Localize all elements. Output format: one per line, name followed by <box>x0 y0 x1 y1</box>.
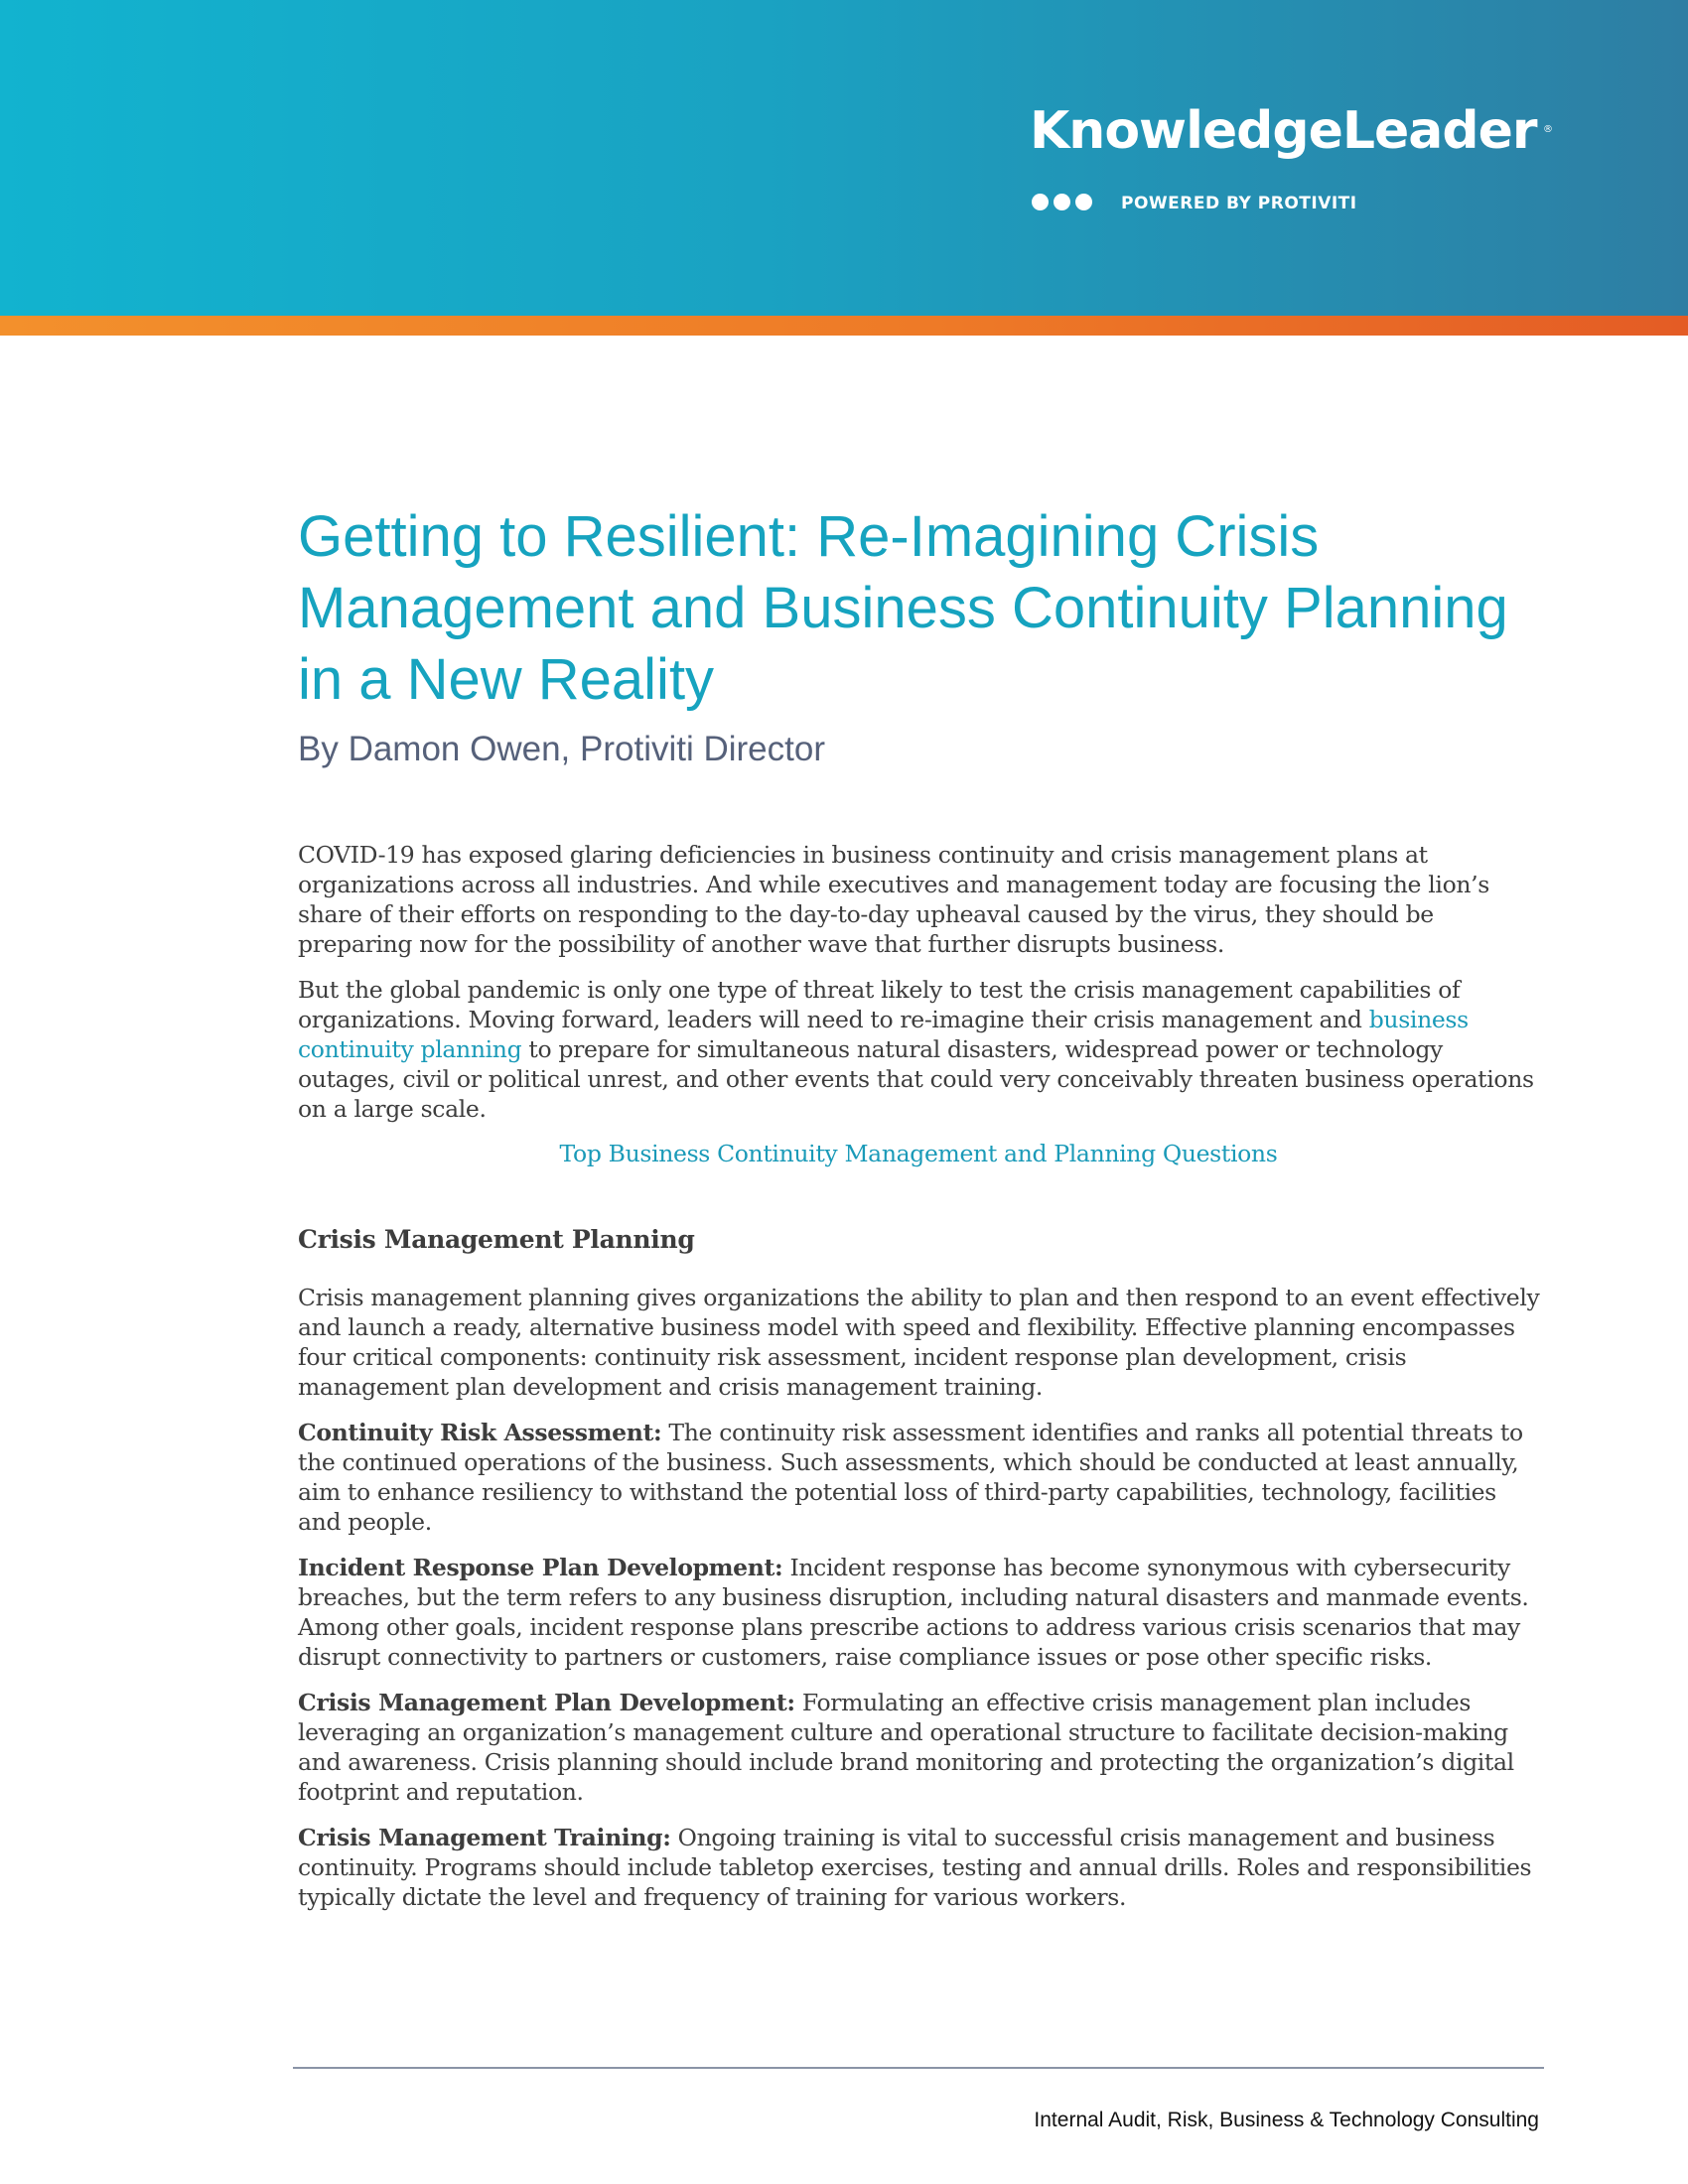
crisis-planning-section <box>298 1283 1544 1912</box>
related-article-link[interactable]: Top Business Continuity Management and Planning Questions <box>559 1140 1278 1167</box>
component-text: The continuity risk assessment identifies and ranks all potential threats to the continued operations of the business. Such assessments, which should be conducted at least annually, aim to enhance resiliency to withstand the potential loss of third-party capabilities, technology, facilities and people. <box>298 1419 1523 1536</box>
intro-section <box>298 840 1544 1124</box>
footer-tagline: Internal Audit, Risk, Business & Technology Consulting <box>1034 2109 1539 2131</box>
component-term: Crisis Management Plan Development: <box>298 1689 795 1716</box>
component-text: Formulating an effective crisis management plan includes leveraging an organization’s management culture and operational structure to facilitate decision-making and awareness. Crisis planning should include brand monitoring and protecting the organization’s digital footprint and reputation. <box>298 1689 1514 1806</box>
component-text: Incident response has become synonymous with cybersecurity breaches, but the term refers to any business disruption, including natural disasters and manmade events. Among other goals, incident response plans prescribe actions to address various crisis scenarios that may disrupt connectivity to partners or customers, raise compliance issues or pose other specific risks. <box>298 1554 1529 1671</box>
component-paragraph <box>298 1823 1544 1912</box>
article-title: Getting to Resilient: Re-Imagining Crisis Management and Business Continuity Planning in a New Reality <box>298 504 1508 712</box>
powered-by-tagline: POWERED BY PROTIVITI <box>1121 194 1357 213</box>
intro-paragraph-2 <box>298 975 1544 1124</box>
component-paragraph <box>298 1418 1544 1537</box>
component-paragraph <box>298 1553 1544 1672</box>
section-heading: Crisis Management Planning <box>298 1225 695 1254</box>
component-term: Crisis Management Training: <box>298 1824 671 1851</box>
accent-strip <box>0 316 1688 336</box>
intro-paragraph-2-text-a: But the global pandemic is only one type of threat likely to test the crisis management capabilities of organizations. Moving forward, leaders will need to re-imagine their crisis management and <box>298 976 1461 1033</box>
intro-paragraph-2-text-b: to prepare for simultaneous natural disasters, widespread power or technology outages, civil or political unrest, and other events that could very conceivably threaten business operations on a large scale. <box>298 1035 1534 1123</box>
article-byline: By Damon Owen, Protiviti Director <box>298 730 825 768</box>
header-banner <box>0 0 1688 316</box>
knowledgeleader-logo[interactable]: KnowledgeLeader <box>1030 101 1537 161</box>
registered-mark: ® <box>1543 124 1553 135</box>
logo-dots-icon <box>1032 194 1101 211</box>
component-paragraph <box>298 1688 1544 1807</box>
component-term: Incident Response Plan Development: <box>298 1554 783 1581</box>
component-term: Continuity Risk Assessment: <box>298 1419 662 1446</box>
footer-divider <box>293 2067 1544 2069</box>
intro-paragraph-1: COVID-19 has exposed glaring deficiencies in business continuity and crisis management plans at organizations across all industries. And while executives and management today are focusing the lion’s share of their efforts on responding to the day-to-day upheaval caused by the virus, they should be preparing now for the possibility of another wave that further disrupts business. <box>298 841 1489 958</box>
component-text: Ongoing training is vital to successful crisis management and business continuity. Programs should include tabletop exercises, testing and annual drills. Roles and responsibilities typically dictate the level and frequency of training for various workers. <box>298 1824 1532 1911</box>
section-intro-paragraph: Crisis management planning gives organizations the ability to plan and then respond to an event effectively and launch a ready, alternative business model with speed and flexibility. Effective planning encompasses four critical components: continuity risk assessment, incident response plan development, crisis management plan development and crisis management training. <box>298 1284 1540 1401</box>
business-continuity-planning-link[interactable]: business continuity planning <box>298 1006 1469 1063</box>
